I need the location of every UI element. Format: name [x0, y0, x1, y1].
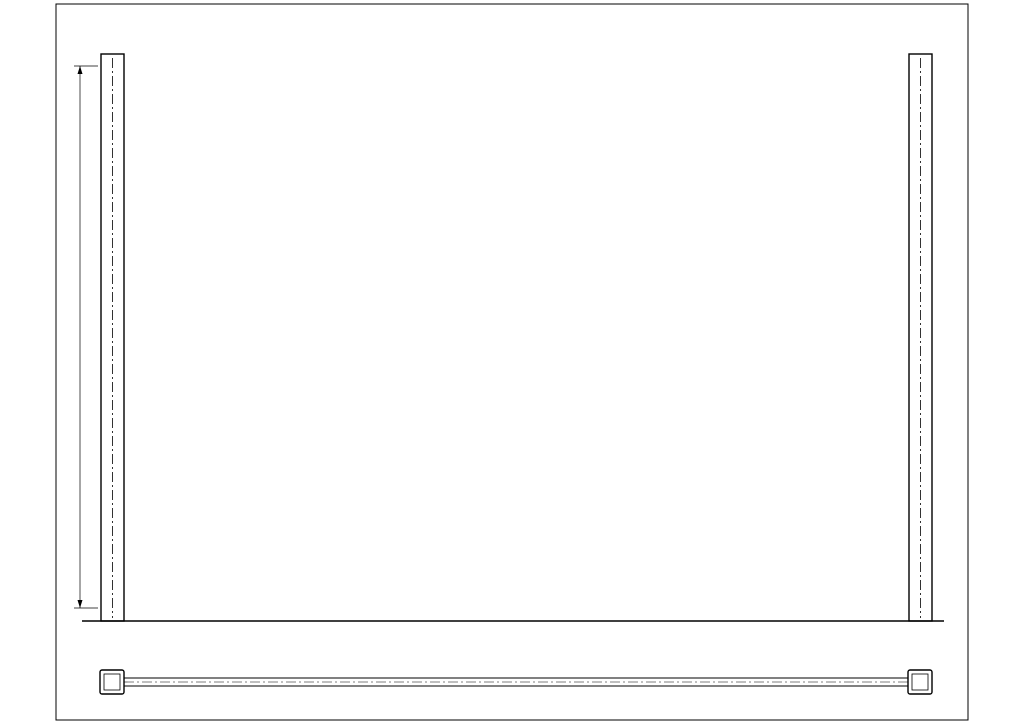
height-dimension	[74, 66, 98, 608]
left-post	[101, 54, 124, 621]
plan-right-post	[908, 670, 932, 694]
drawing-border	[56, 4, 968, 720]
plan-view	[100, 670, 932, 694]
right-post	[909, 54, 932, 621]
plan-left-post	[100, 670, 124, 694]
